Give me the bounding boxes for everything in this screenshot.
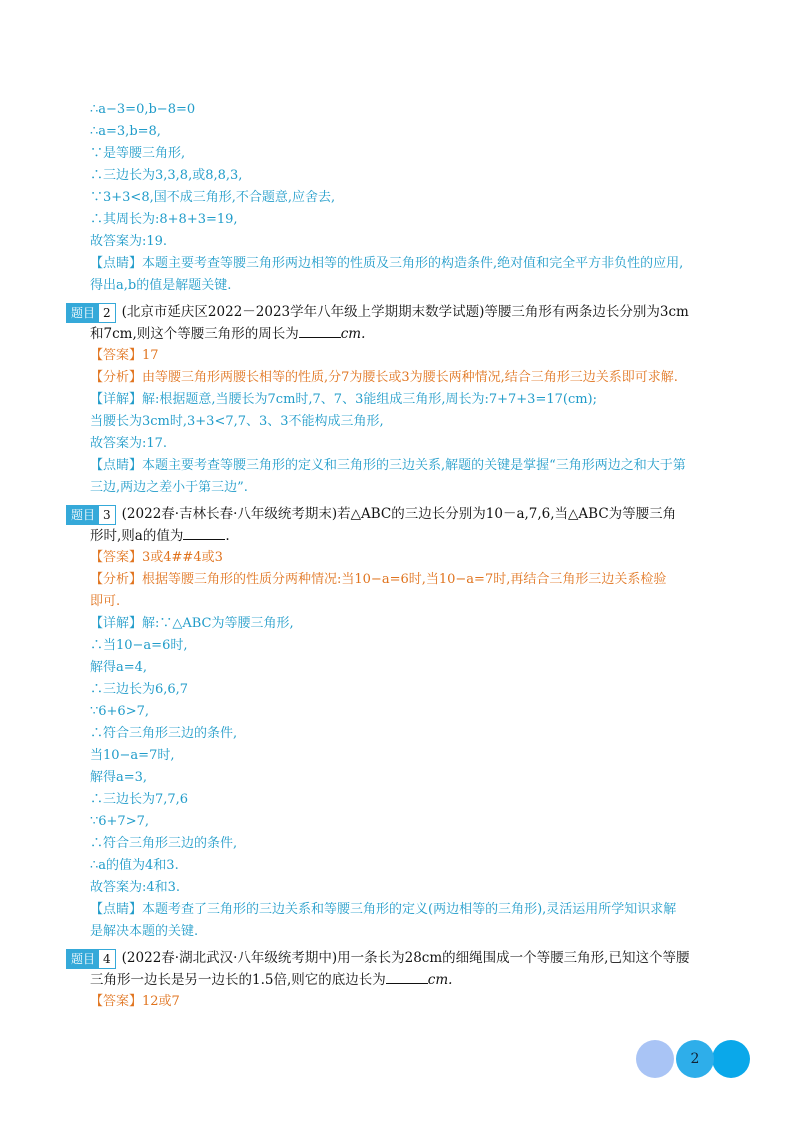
page-decor-circle bbox=[712, 1040, 750, 1078]
answer-line: 【答案】12或7 bbox=[90, 994, 180, 1009]
comment-line: 【点睛】本题考查了三角形的三边关系和等腰三角形的定义(两边相等的三角形),灵活运用所学知识求解 bbox=[90, 902, 677, 917]
detail-line: ∴当10−a=6时, bbox=[90, 638, 188, 653]
comment-line: 是解决本题的关键. bbox=[90, 924, 199, 939]
analysis-line: 即可. bbox=[90, 594, 121, 609]
comment-line: 【点睛】本题主要考查等腰三角形的定义和三角形的三边关系,解题的关键是掌握“三角形两边之和大于第 bbox=[90, 458, 686, 473]
question-4-text-line2: 三角形一边长是另一边长的1.5倍,则它的底边长为 cm. bbox=[90, 972, 453, 988]
detail-line: 解得a=3, bbox=[90, 770, 148, 785]
detail-line: ∵6+6>7, bbox=[90, 704, 150, 719]
question-3-text: (2022春·吉林长春·八年级统考期末)若△ABC的三边长分别为10－a,7,6,当△ABC为等腰三角 bbox=[121, 506, 677, 522]
detail-line: 当10−a=7时, bbox=[90, 748, 175, 763]
comment-line: 三边,两边之差小于第三边”. bbox=[90, 480, 248, 495]
solution-line: ∴其周长为:8+8+3=19, bbox=[90, 212, 238, 227]
question-badge: 题目 4 bbox=[66, 949, 116, 969]
detail-line: 故答案为:4和3. bbox=[90, 880, 181, 895]
detail-line: ∴三边长为6,6,7 bbox=[90, 682, 189, 697]
detail-line: ∴a的值为4和3. bbox=[90, 858, 179, 873]
question-4-header bbox=[66, 948, 689, 969]
solution-line: ∴a−3=0,b−8=0 bbox=[90, 102, 196, 117]
answer-line: 【答案】17 bbox=[90, 348, 159, 363]
page-decor-circle bbox=[636, 1040, 674, 1078]
question-2-header bbox=[66, 302, 689, 323]
solution-line: ∴三边长为3,3,8,或8,8,3, bbox=[90, 168, 243, 183]
solution-line: ∴a=3,b=8, bbox=[90, 124, 161, 139]
comment-line: 得出a,b的值是解题关键. bbox=[90, 278, 232, 293]
question-2-text-line2: 和7cm,则这个等腰三角形的周长为 cm. bbox=[90, 326, 366, 342]
question-badge: 题目 2 bbox=[66, 303, 116, 323]
detail-line: ∵6+7>7, bbox=[90, 814, 150, 829]
solution-line: ∵是等腰三角形, bbox=[90, 146, 186, 161]
detail-line: ∴符合三角形三边的条件, bbox=[90, 836, 238, 851]
page-number: 2 bbox=[676, 1040, 714, 1078]
question-badge: 题目 3 bbox=[66, 505, 116, 525]
answer-blank bbox=[183, 526, 225, 540]
detail-line: 【详解】解:∵△ABC为等腰三角形, bbox=[90, 616, 294, 631]
detail-line: 【详解】解:根据题意,当腰长为7cm时,7、7、3能组成三角形,周长为:7+7+3=17(cm); bbox=[90, 392, 598, 407]
answer-blank bbox=[299, 324, 341, 338]
detail-line: 故答案为:17. bbox=[90, 436, 168, 451]
answer-blank bbox=[386, 970, 428, 984]
question-3-text-line2: 形时,则a的值为 . bbox=[90, 528, 230, 544]
question-3-header bbox=[66, 504, 676, 525]
solution-line: ∵3+3<8,国不成三角形,不合题意,应舍去, bbox=[90, 190, 336, 205]
detail-line: 解得a=4, bbox=[90, 660, 148, 675]
question-4-text: (2022春·湖北武汉·八年级统考期中)用一条长为28cm的细绳围成一个等腰三角形,已知这个等腰 bbox=[121, 950, 690, 966]
detail-line: ∴符合三角形三边的条件, bbox=[90, 726, 238, 741]
solution-line: 故答案为:19. bbox=[90, 234, 168, 249]
analysis-line: 【分析】由等腰三角形两腰长相等的性质,分7为腰长或3为腰长两种情况,结合三角形三边关系即可求解. bbox=[90, 370, 678, 385]
detail-line: 当腰长为3cm时,3+3<7,7、3、3不能构成三角形, bbox=[90, 414, 384, 429]
comment-line: 【点睛】本题主要考查等腰三角形两边相等的性质及三角形的构造条件,绝对值和完全平方非负性的应用, bbox=[90, 256, 684, 271]
detail-line: ∴三边长为7,7,6 bbox=[90, 792, 189, 807]
question-2-text: (北京市延庆区2022－2023学年八年级上学期期末数学试题)等腰三角形有两条边长分别为3cm bbox=[121, 304, 689, 320]
answer-line: 【答案】3或4##4或3 bbox=[90, 550, 223, 565]
analysis-line: 【分析】根据等腰三角形的性质分两种情况:当10−a=6时,当10−a=7时,再结合三角形三边关系检验 bbox=[90, 572, 667, 587]
